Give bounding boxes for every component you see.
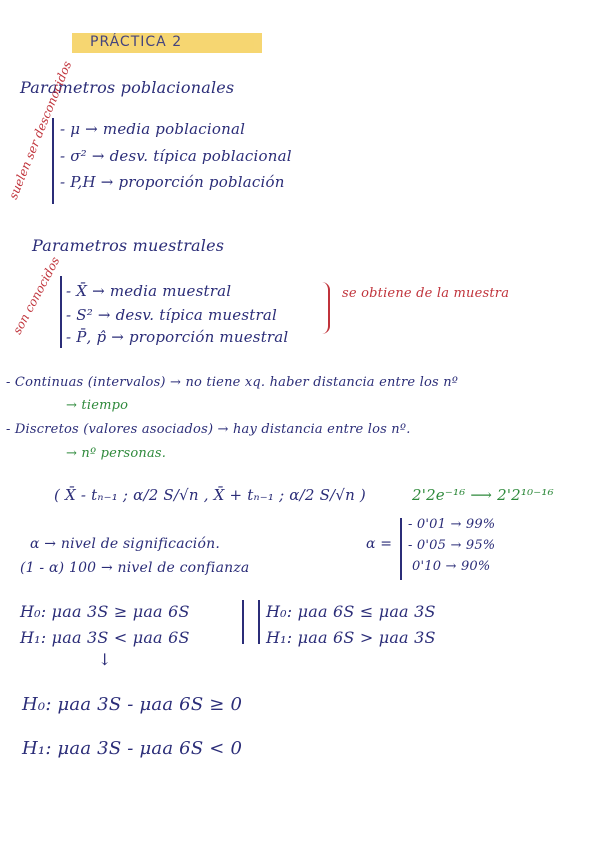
muestral-item-media: - X̄ → media muestral bbox=[66, 282, 232, 300]
alpha-value-2: - 0'05 → 95% bbox=[408, 538, 496, 553]
hypothesis-right-h1: H₁: μaa 6S > μaa 3S bbox=[266, 628, 436, 647]
interval-formula: ( X̄ - tₙ₋₁ ; α/2 S/√n , X̄ + tₙ₋₁ ; α/2 S/√n ) bbox=[54, 486, 366, 504]
muestral-item-desv: - S² → desv. típica muestral bbox=[66, 306, 277, 324]
title-highlight bbox=[72, 33, 262, 53]
poblacionales-heading: Parametros poblacionales bbox=[20, 78, 235, 97]
discretas-line: - Discretos (valores asociados) → hay distancia entre los nº. bbox=[6, 422, 411, 437]
hypothesis-left-h1: H₁: μaa 3S < μaa 6S bbox=[20, 628, 190, 647]
muestrales-heading: Parametros muestrales bbox=[32, 236, 225, 255]
poblacionales-brace bbox=[52, 118, 54, 204]
page-title: PRÁCTICA 2 bbox=[90, 34, 183, 50]
poblacional-item-desv: - σ² → desv. típica poblacional bbox=[60, 147, 292, 165]
hypothesis-right-brace bbox=[258, 600, 260, 644]
poblacionales-side-note: suelen ser desconocidos bbox=[6, 59, 75, 202]
poblacional-item-media: - μ → media poblacional bbox=[60, 120, 246, 138]
hypothesis-right-h0: H₀: μaa 6S ≤ μaa 3S bbox=[266, 602, 436, 621]
continuas-line: - Continuas (intervalos) → no tiene xq. haber distancia entre los nº bbox=[6, 375, 459, 390]
hypothesis-separator-brace bbox=[236, 600, 244, 644]
alpha-brace bbox=[400, 518, 402, 580]
final-h1: H₁: μaa 3S - μaa 6S < 0 bbox=[22, 738, 243, 759]
poblacional-item-proporcion: - P,H → proporción población bbox=[60, 173, 285, 191]
muestrales-right-brace bbox=[318, 282, 330, 334]
hypothesis-left-h0: H₀: μaa 3S ≥ μaa 6S bbox=[20, 602, 190, 621]
alpha-confidence: (1 - α) 100 → nivel de confianza bbox=[20, 560, 250, 576]
alpha-label: α = bbox=[366, 536, 393, 552]
discretas-example: → nº personas. bbox=[66, 446, 167, 461]
interval-green-note: 2'2e⁻¹⁶ ⟶ 2'2¹⁰⁻¹⁶ bbox=[412, 486, 554, 504]
muestrales-note: se obtiene de la muestra bbox=[342, 286, 510, 301]
continuas-example: → tiempo bbox=[66, 398, 129, 413]
alpha-significance: α → nivel de significación. bbox=[30, 536, 220, 552]
down-arrow-icon: ↓ bbox=[98, 650, 112, 669]
alpha-value-3: 0'10 → 90% bbox=[412, 559, 491, 574]
final-h0: H₀: μaa 3S - μaa 6S ≥ 0 bbox=[22, 694, 243, 715]
muestral-item-proporcion: - P̄, p̂ → proporción muestral bbox=[66, 328, 289, 346]
muestrales-side-note: son conocidos bbox=[10, 254, 63, 337]
muestrales-brace bbox=[60, 276, 62, 348]
alpha-value-1: - 0'01 → 99% bbox=[408, 517, 496, 532]
